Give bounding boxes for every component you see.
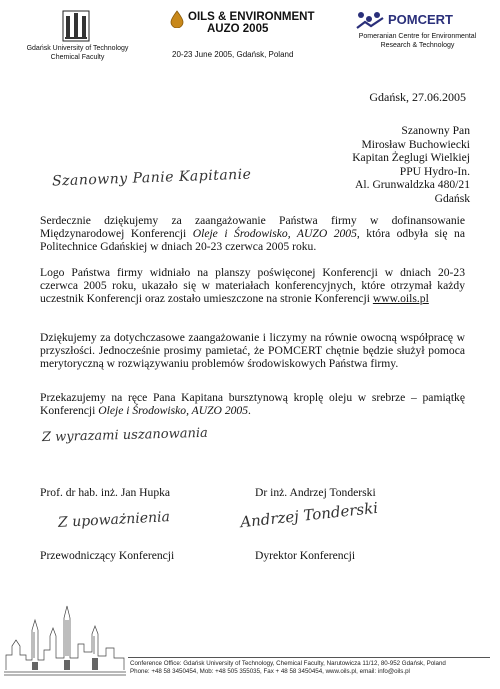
pomcert-line2: Research & Technology: [380, 41, 455, 49]
p4-conference-name: Oleje i Środowisko, AUZO 2005: [98, 404, 249, 418]
left-handwritten-signature: Z upoważnienia: [57, 509, 171, 531]
paragraph-3: [40, 331, 465, 371]
oil-drop-icon: [170, 10, 184, 28]
recipient-line: Al. Grunwaldzka 480/21: [355, 178, 470, 191]
right-signatory-role: Dyrektor Konferencji: [255, 549, 356, 562]
conference-title-line2: AUZO 2005: [207, 23, 269, 35]
p1-conference-name: Oleje i Środowisko, AUZO 2005: [192, 227, 357, 241]
p1-text-a: Serdecznie dziękujemy za zaangażowanie Państwa firmy w dofinansowanie Międzynarodowej Konferencji: [40, 214, 465, 241]
gut-logo-icon: [62, 10, 90, 42]
footer-contact: Phone: +48 58 3450454, Mob: +48 505 355035, Fax + 48 58 3450454, www.oils.pl, email: info@oils.pl: [130, 668, 410, 675]
footer-divider: [128, 657, 490, 658]
conference-subtitle: [188, 23, 308, 35]
paragraph-2: [40, 266, 465, 306]
pomcert-logo-icon: [355, 10, 385, 30]
recipient-line: Gdańsk: [434, 191, 470, 205]
paragraph-1: [40, 214, 465, 254]
p2-text: Logo Państwa firmy widniało na planszy poświęconej Konferencji w dniach 20-23 czerwca 2005 roku, ukazało się w materiałach konferencyjnych, które otrzymał każdy uczestnik Konferencji oraz zostało umieszczone na stronie Konferencji: [40, 266, 465, 306]
p4-text-b: .: [248, 404, 251, 418]
recipient-line: PPU Hydro-In.: [399, 164, 470, 178]
right-handwritten-signature: Andrzej Tonderski: [239, 498, 379, 532]
gut-line1: Gdańsk University of Technology: [26, 45, 129, 52]
recipient-line: Mirosław Buchowiecki: [361, 137, 470, 151]
footer-address: Conference Office: Gdańsk University of Technology, Chemical Faculty, Narutowicza 11/12, 80-952 Gdańsk, Poland: [130, 660, 446, 667]
conference-title: [188, 11, 315, 23]
gut-line2: Chemical Faculty: [50, 53, 105, 61]
recipient-line: Kapitan Żeglugi Wielkiej: [352, 151, 470, 164]
footer-text: [130, 660, 490, 676]
right-signatory-name: Dr inż. Andrzej Tonderski: [255, 486, 376, 499]
gut-name: [20, 45, 135, 62]
left-signatory-role: Przewodniczący Konferencji: [40, 549, 175, 562]
p3-text: Dziękujemy za dotychczasowe zaangażowanie i liczymy na równie owocną współpracę w przyszłości. Jednocześnie prosimy pamietać, że POMCERT chętnie będzie służył pomoca merytoryczną w rozwiązywaniu problemów środowiskowych Państwa firmy.: [40, 331, 465, 371]
pomcert-desc: [345, 33, 490, 50]
pomcert-name: POMCERT: [388, 12, 453, 27]
website-link[interactable]: www.oils.pl: [372, 292, 429, 306]
handwritten-closing: [42, 426, 208, 445]
left-signatory-name: Prof. dr hab. inż. Jan Hupka: [40, 486, 171, 499]
gdansk-skyline-icon: [4, 600, 126, 678]
p1-text-b: , która odbyła się na Politechnice Gdańskiej w dniach 20-23 czerwca 2005 roku.: [40, 227, 465, 254]
conference-dates: 20-23 June 2005, Gdańsk, Poland: [172, 50, 294, 59]
paragraph-4: [40, 391, 465, 417]
letter-date: Gdańsk, 27.06.2005: [369, 90, 466, 104]
handwritten-salutation: Szanowny Panie Kapitanie: [51, 166, 252, 190]
recipient-block: [352, 124, 470, 205]
recipient-line: Szanowny Pan: [401, 124, 470, 137]
conference-title-line1: OILS & ENVIRONMENT: [188, 11, 315, 23]
pomcert-line1: Pomeranian Centre for Environmental: [358, 33, 477, 40]
p4-text-a: Przekazujemy na ręce Pana Kapitana bursztynową kroplę oleju w srebrze – pamiątkę Konferencji: [40, 391, 465, 418]
closing-text: Z wyrazami uszanowania: [41, 425, 208, 446]
